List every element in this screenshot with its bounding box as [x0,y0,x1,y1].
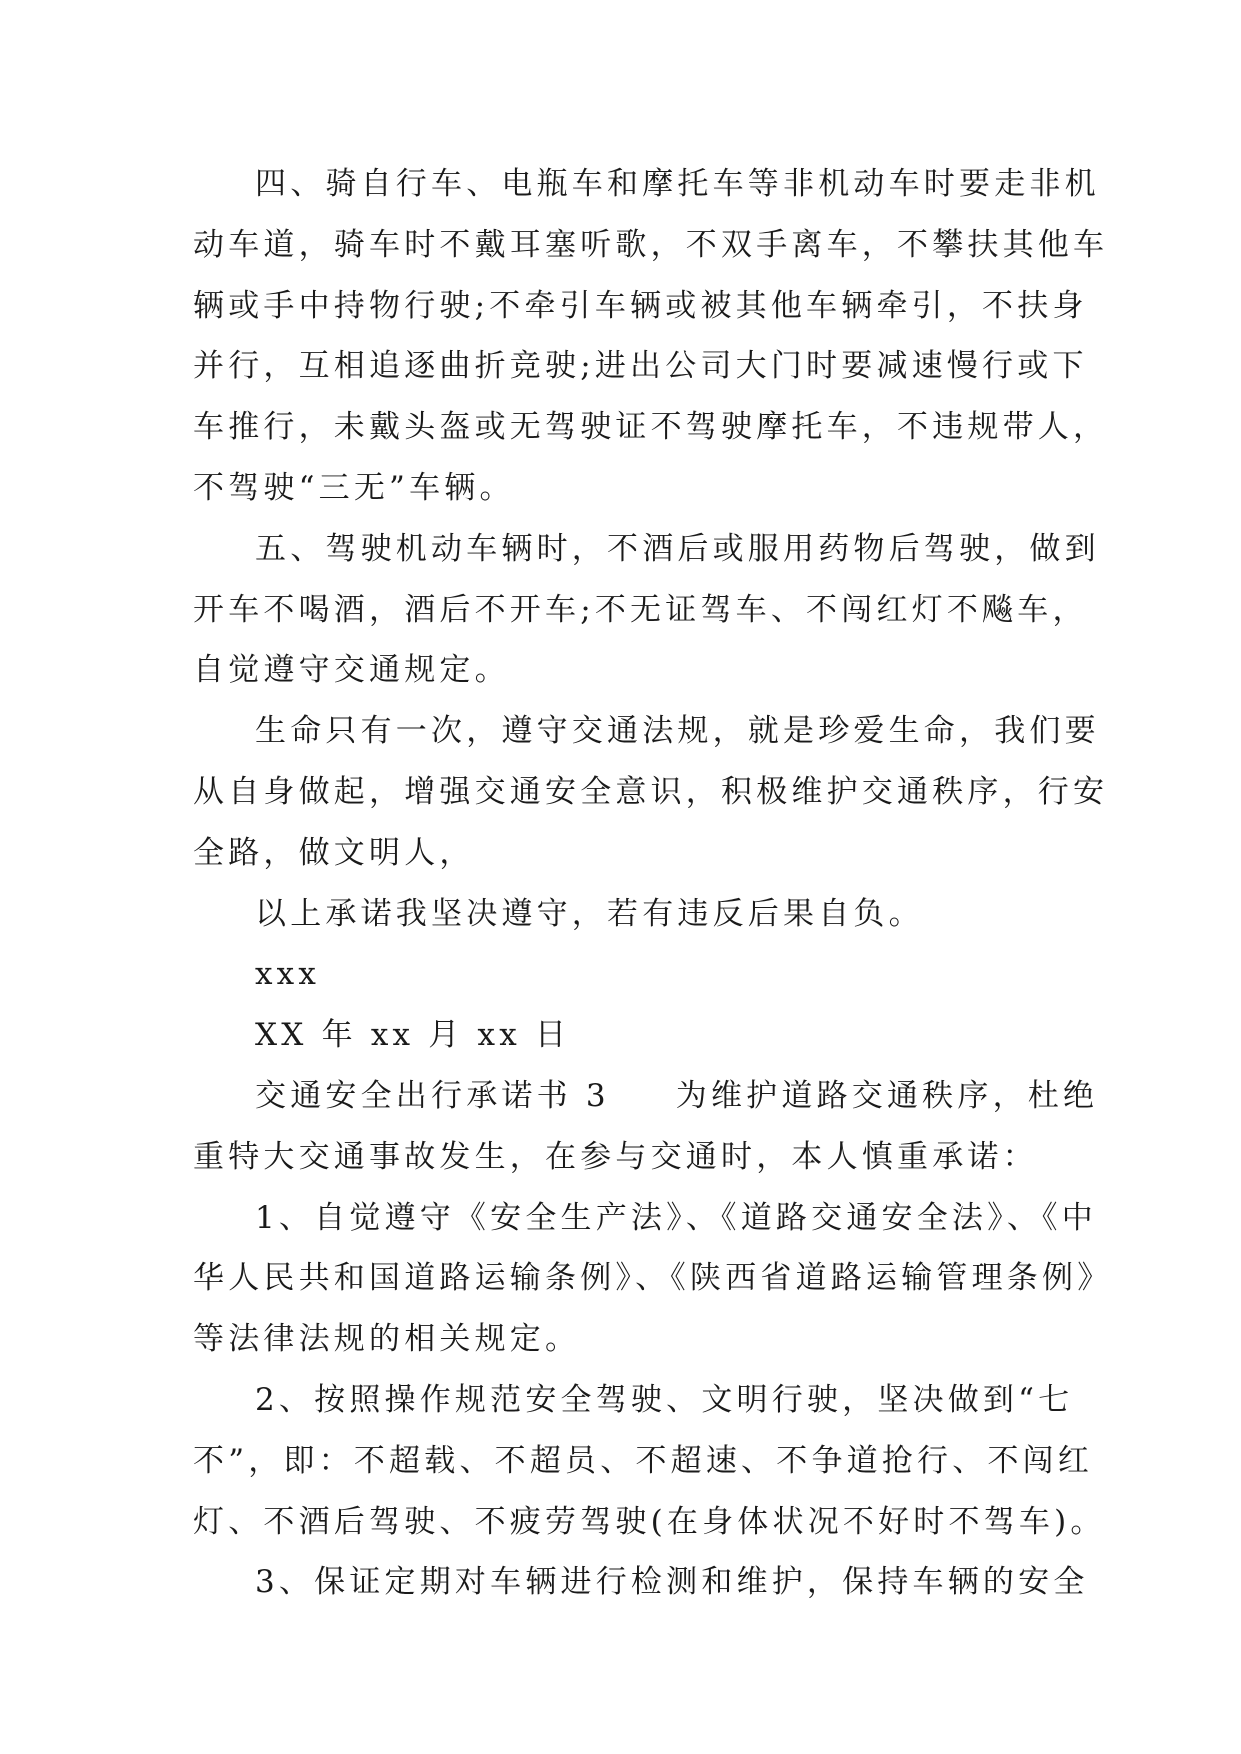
paragraph-item-3 [193,1552,1089,1613]
paragraph-life [193,701,1109,883]
section-title: 交通安全出行承诺书 3 [255,1077,610,1114]
text-line: 灯、不酒后驾驶、不疲劳驾驶(在身体状况不好时不驾车)。 [193,1503,1106,1540]
text-line: 车推行，未戴头盔或无驾驶证不驾驶摩托车，不违规带人， [193,409,1109,446]
document-body [193,154,1113,1613]
paragraph-item-1 [193,1188,1113,1370]
text-line: 不驾驶“三无”车辆。 [193,469,515,506]
text-line: 3、保证定期对车辆进行检测和维护，保持车辆的安全 [255,1564,1089,1601]
text-line: 辆或手中持物行驶;不牵引车辆或被其他车辆牵引，不扶身 [193,287,1088,324]
text-line: 不”，即：不超载、不超员、不超速、不争道抢行、不闯红 [193,1442,1094,1479]
text-line: 开车不喝酒，酒后不开车;不无证驾车、不闯红灯不飚车， [193,591,1088,628]
text-line: 以上承诺我坚决遵守，若有违反后果自负。 [255,895,924,932]
text-line: 四、骑自行车、电瓶车和摩托车等非机动车时要走非机 [255,166,1100,202]
text-line: 等法律法规的相关规定。 [193,1321,581,1358]
text-line: 全路，做文明人， [193,834,475,871]
text-line: 2、按照操作规范安全驾驶、文明行驶，坚决做到“七 [255,1381,1074,1418]
paragraph-promise [193,884,1053,945]
paragraph-section-four [193,154,1109,519]
text-line: 生命只有一次，遵守交通法规，就是珍爱生命，我们要 [255,713,1100,750]
date-line [193,1005,1053,1066]
paragraph-title3-intro [193,1066,1099,1188]
text-line: 自觉遵守交通规定。 [193,652,510,689]
intro-text: 为维护道路交通秩序，杜绝 [675,1077,1099,1114]
text-line: 动车道，骑车时不戴耳塞听歌，不双手离车，不攀扶其他车 [193,226,1109,263]
text-line: 并行，互相追逐曲折竞驶;进出公司大门时要减速慢行或下 [193,348,1088,385]
text-line: 华人民共和国道路运输条例》、《陕西省道路运输管理条例》 [193,1260,1113,1297]
text-line [193,1066,1099,1127]
date-text: XX 年 xx 月 xx 日 [255,1017,571,1054]
text-line: 重特大交通事故发生，在参与交通时，本人慎重承诺： [193,1138,1038,1175]
paragraph-item-2 [193,1370,1106,1552]
text-line: 五、驾驶机动车辆时，不酒后或服用药物后驾驶，做到 [255,530,1100,567]
text-line: 从自身做起，增强交通安全意识，积极维护交通秩序，行安 [193,773,1109,810]
paragraph-section-five [193,519,1100,701]
signature [193,944,1053,1005]
signature-text: xxx [255,956,321,993]
text-line: 1、自觉遵守《安全生产法》、《道路交通安全法》、《中 [255,1199,1097,1236]
